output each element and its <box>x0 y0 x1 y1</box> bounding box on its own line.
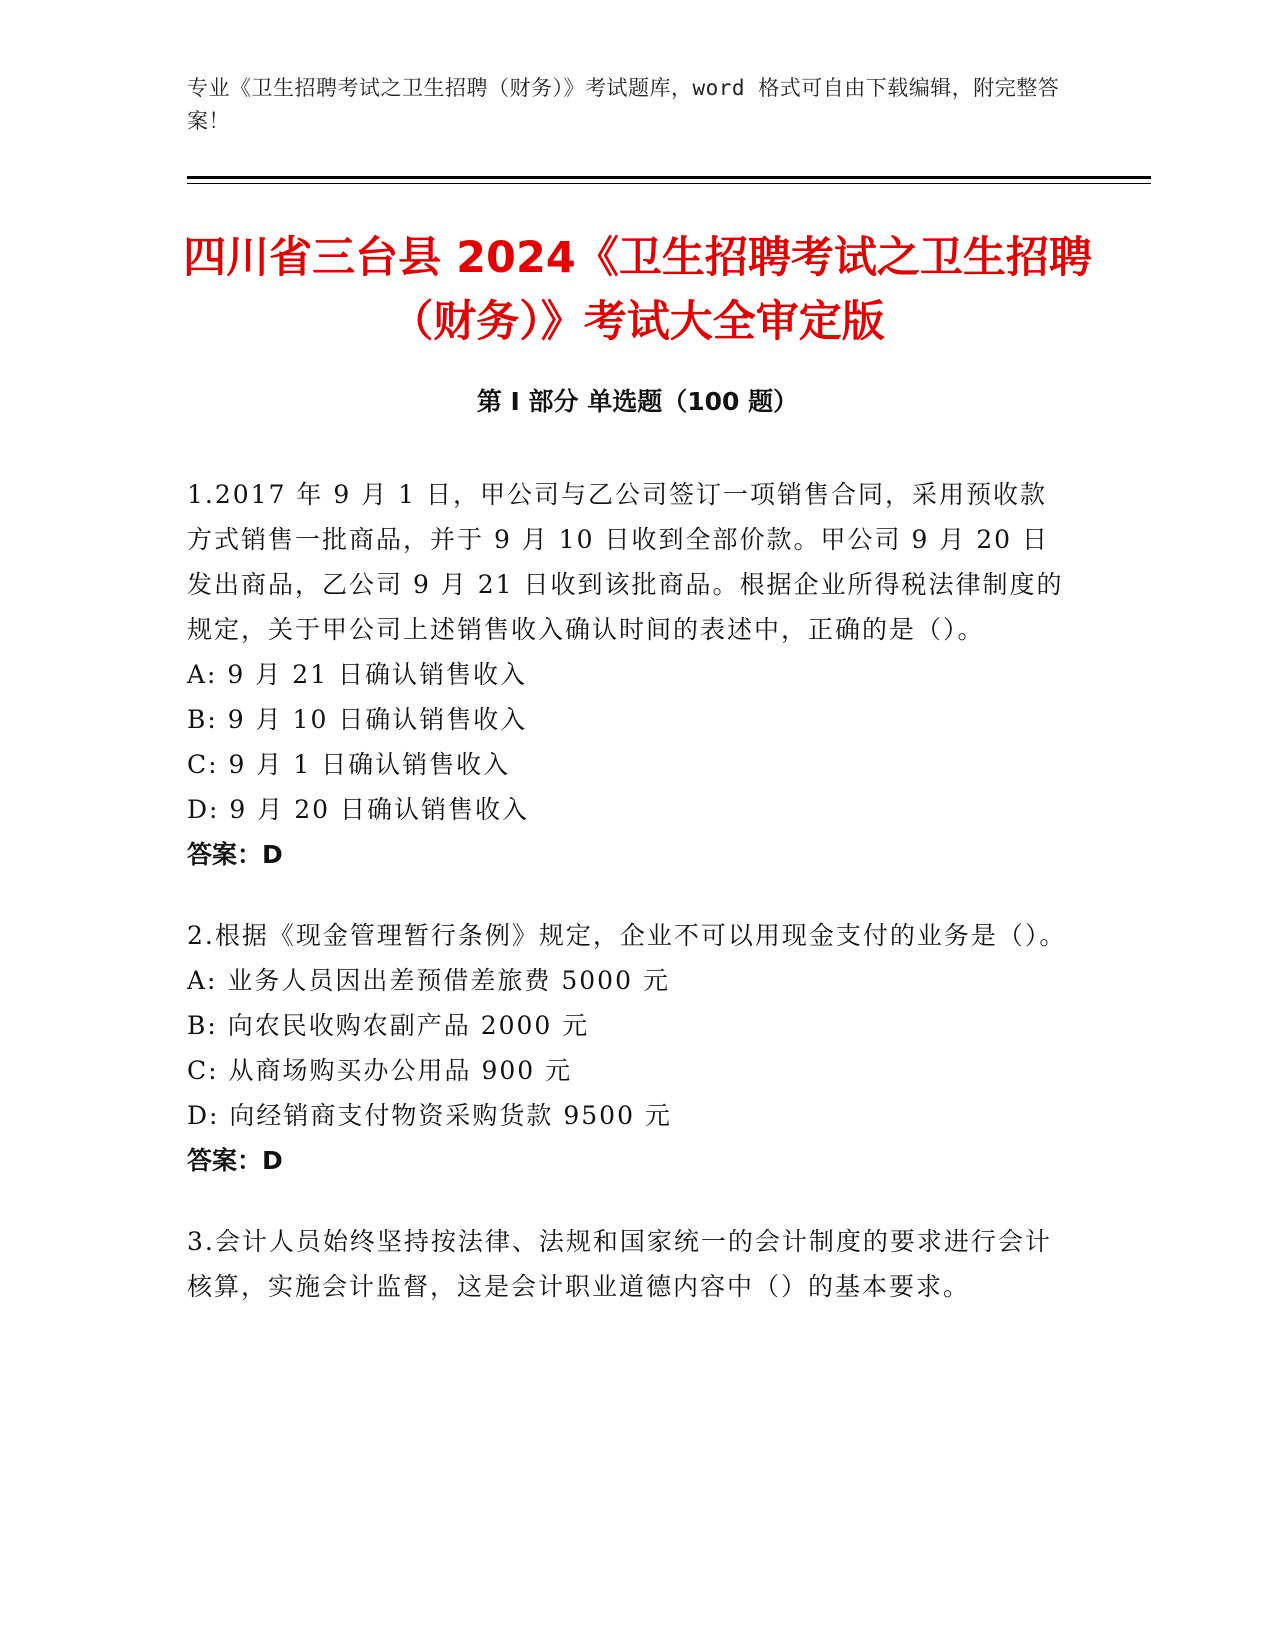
header-divider-thick <box>187 176 1151 179</box>
question-stem: 2.根据《现金管理暂行条例》规定，企业不可以用现金支付的业务是（）。 <box>187 921 1067 950</box>
option-a: A: 业务人员因出差预借差旅费 5000 元 <box>187 966 670 995</box>
option-b: B: 9 月 10 日确认销售收入 <box>187 705 528 734</box>
document-title: 四川省三台县 2024《卫生招聘考试之卫生招聘（财务）》考试大全审定版 <box>183 233 1092 347</box>
header-note: 专业《卫生招聘考试之卫生招聘（财务）》考试题库，word 格式可自由下载编辑，附完整答案！ <box>187 76 1060 133</box>
option-b: B: 向农民收购农副产品 2000 元 <box>187 1011 590 1040</box>
option-a: A: 9 月 21 日确认销售收入 <box>187 660 527 689</box>
question-1 <box>187 472 1067 877</box>
question-list <box>187 472 1067 1345</box>
answer-label: 答案：D <box>187 840 283 869</box>
option-c: C: 从商场购买办公用品 900 元 <box>187 1056 573 1085</box>
question-stem: 3.会计人员始终坚持按法律、法规和国家统一的会计制度的要求进行会计核算，实施会计监督，这是会计职业道德内容中（）的基本要求。 <box>187 1227 1052 1301</box>
option-c: C: 9 月 1 日确认销售收入 <box>187 750 511 779</box>
option-d: D: 向经销商支付物资采购货款 9500 元 <box>187 1101 672 1130</box>
question-2 <box>187 913 1067 1183</box>
option-d: D: 9 月 20 日确认销售收入 <box>187 795 529 824</box>
section-title: 第 I 部分 单选题（100 题） <box>476 387 799 416</box>
question-stem: 1.2017 年 9 月 1 日，甲公司与乙公司签订一项销售合同，采用预收款方式销售一批商品，并于 9 月 10 日收到全部价款。甲公司 9 月 20 日发出商品，乙公司 9 月 21 日收到该批商品。根据企业所得税法律制度的规定，关于甲公司上述销售收入确认时间的表述中，正确的是（）。 <box>187 480 1064 644</box>
header-divider-thin <box>187 183 1151 184</box>
answer-label: 答案：D <box>187 1146 283 1175</box>
question-3 <box>187 1219 1067 1309</box>
